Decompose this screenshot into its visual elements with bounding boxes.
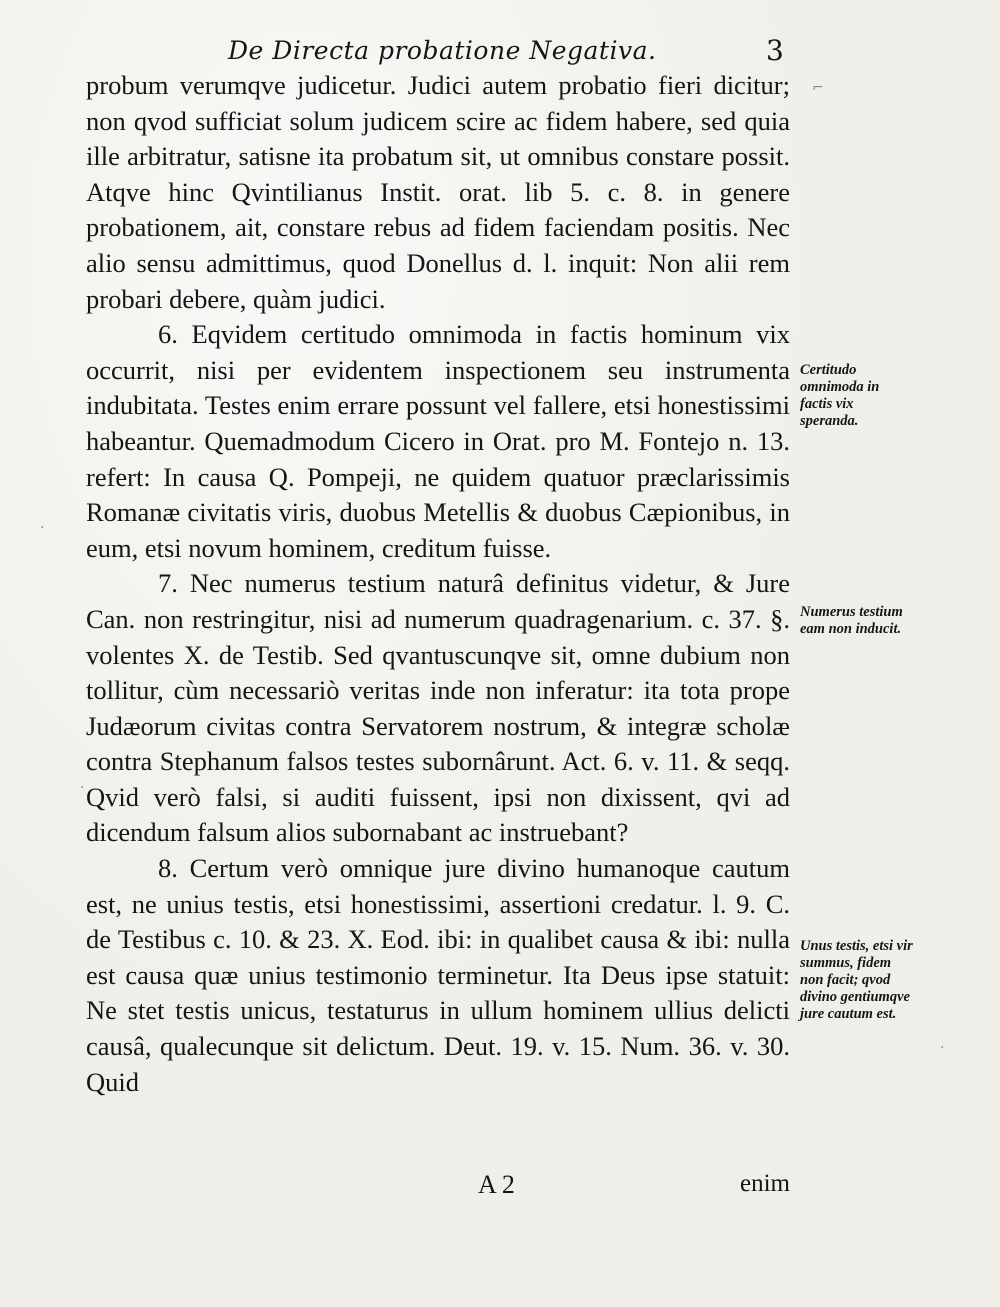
body-text — [86, 68, 790, 1100]
ink-speck: ⌐ — [812, 80, 824, 96]
margin-note-certitudo: Certitudo omnimoda in factis vix speranda. — [800, 362, 880, 429]
paragraph-8: 8. Certum verò omnique jure divino humanoque cautum est, ne unius testis, etsi honestissimi, assertioni credatur. l. 9. C. de Testibus c. 10. & 23. X. Eod. ibi: in qualibet causa & ibi: nulla est causa quæ unius testimonio terminetur. Ita Deus ipse statuit: Ne stet testis unicus, testaturus in ullum hominem ullius delicti causâ, qualecunque sit delictum. Deut. 19. v. 15. Num. 36. v. 30. Quid — [86, 853, 790, 1097]
catchword: enim — [740, 1170, 790, 1197]
signature-mark: A 2 — [478, 1170, 515, 1199]
margin-note-numerus: Numerus testium eam non inducit. — [800, 604, 903, 637]
ink-speck: · — [80, 780, 85, 796]
running-head: De Directa probatione Negativa. — [228, 36, 657, 65]
ink-speck: · — [940, 1040, 945, 1056]
paragraph-7: 7. Nec numerus testium naturâ definitus videtur, & Jure Can. non restringitur, nisi ad numerum quadragenarium. c. 37. §. volentes X. de Testib. Sed qvantuscunqve sit, omne dubium non tollitur, cùm necessariò veritas inde non inferatur: ita tota prope Judæorum civitas contra Servatorem nostrum, & integræ scholæ contra Stephanum falsos testes subornârunt. Act. 6. v. 11. & seqq. Qvid verò falsi, si auditi fuissent, ipsi non dixissent, qvi ad dicendum falsum alios subornabant ac instruebant? — [86, 568, 790, 848]
margin-note-unus-testis: Unus testis, etsi vir summus, fidem non facit; qvod divino gentiumqve jure cautum est. — [800, 938, 913, 1022]
paragraph-continuation: probum verumqve judicetur. Judici autem probatio fieri dicitur; non qvod sufficiat solum judicem scire ac fidem habere, sed quia ille arbitratur, satisne ita probatum sit, ut omnibus constare possit. Atqve hinc Qvintilianus Instit. orat. lib 5. c. 8. in genere probationem, ait, constare rebus ad fidem faciendam positis. Nec alio sensu admittimus, quod Donellus d. l. inquit: Non alii rem probari debere, quàm judici. — [86, 70, 790, 314]
page-number: 3 — [766, 34, 784, 67]
ink-speck: · — [40, 520, 45, 536]
paragraph-6: 6. Eqvidem certitudo omnimoda in factis hominum vix occurrit, nisi per evidentem inspectionem seu instrumenta indubitata. Testes enim errare possunt vel fallere, etsi honestissimi habeantur. Quemadmodum Cicero in Orat. pro M. Fontejo n. 13. refert: In causa Q. Pompeji, ne quidem quatuor præclarissimis Romanæ civitatis viris, duobus Metellis & duobus Cæpionibus, in eum, etsi novum hominem, creditum fuisse. — [86, 319, 790, 563]
